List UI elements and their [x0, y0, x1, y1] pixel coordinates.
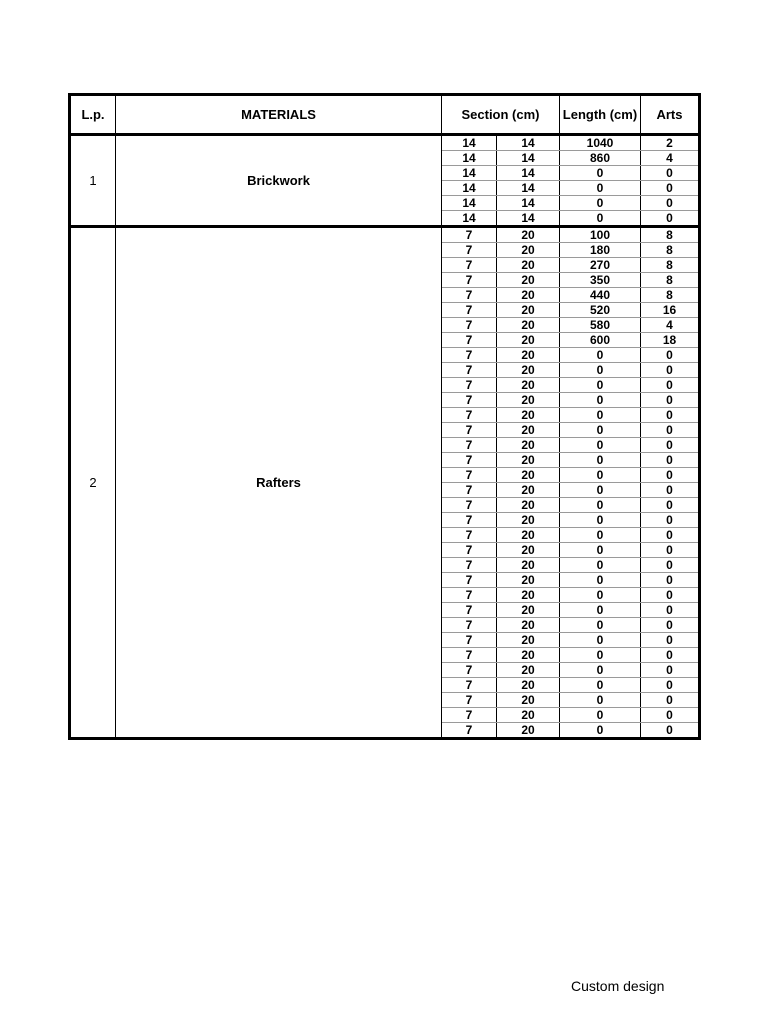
- arts-cell: 0: [641, 408, 700, 423]
- section-b-cell: 20: [497, 303, 560, 318]
- section-b-cell: 14: [497, 135, 560, 151]
- section-a-cell: 7: [442, 423, 497, 438]
- length-cell: 0: [560, 453, 641, 468]
- section-a-cell: 14: [442, 196, 497, 211]
- length-cell: 0: [560, 528, 641, 543]
- section-b-cell: 20: [497, 423, 560, 438]
- length-cell: 270: [560, 258, 641, 273]
- section-b-cell: 20: [497, 528, 560, 543]
- section-a-cell: 7: [442, 543, 497, 558]
- length-cell: 0: [560, 663, 641, 678]
- arts-cell: 0: [641, 378, 700, 393]
- section-b-cell: 20: [497, 573, 560, 588]
- header-lp: L.p.: [70, 95, 116, 135]
- section-a-cell: 7: [442, 618, 497, 633]
- section-b-cell: 20: [497, 693, 560, 708]
- section-b-cell: 20: [497, 258, 560, 273]
- arts-cell: 0: [641, 166, 700, 181]
- length-cell: 0: [560, 618, 641, 633]
- section-a-cell: 7: [442, 723, 497, 739]
- arts-cell: 8: [641, 288, 700, 303]
- length-cell: 350: [560, 273, 641, 288]
- section-b-cell: 20: [497, 408, 560, 423]
- arts-cell: 8: [641, 273, 700, 288]
- section-b-cell: 20: [497, 723, 560, 739]
- length-cell: 0: [560, 196, 641, 211]
- arts-cell: 0: [641, 528, 700, 543]
- table-row: [70, 227, 700, 243]
- length-cell: 580: [560, 318, 641, 333]
- section-a-cell: 7: [442, 453, 497, 468]
- section-b-cell: 20: [497, 708, 560, 723]
- length-cell: 180: [560, 243, 641, 258]
- section-b-cell: 14: [497, 166, 560, 181]
- section-a-cell: 14: [442, 211, 497, 227]
- section-a-cell: 7: [442, 363, 497, 378]
- section-b-cell: 20: [497, 483, 560, 498]
- section-b-cell: 20: [497, 378, 560, 393]
- section-b-cell: 20: [497, 363, 560, 378]
- section-b-cell: 14: [497, 151, 560, 166]
- section-a-cell: 7: [442, 633, 497, 648]
- arts-cell: 0: [641, 438, 700, 453]
- arts-cell: 0: [641, 423, 700, 438]
- arts-cell: 0: [641, 453, 700, 468]
- length-cell: 1040: [560, 135, 641, 151]
- arts-cell: 0: [641, 708, 700, 723]
- arts-cell: 0: [641, 588, 700, 603]
- material-cell: Rafters: [116, 227, 442, 739]
- section-b-cell: 20: [497, 498, 560, 513]
- arts-cell: 8: [641, 227, 700, 243]
- section-b-cell: 20: [497, 543, 560, 558]
- arts-cell: 0: [641, 678, 700, 693]
- length-cell: 0: [560, 363, 641, 378]
- lp-cell: 1: [70, 135, 116, 227]
- length-cell: 0: [560, 648, 641, 663]
- section-b-cell: 20: [497, 513, 560, 528]
- length-cell: 0: [560, 393, 641, 408]
- section-a-cell: 14: [442, 166, 497, 181]
- section-a-cell: 7: [442, 678, 497, 693]
- arts-cell: 0: [641, 573, 700, 588]
- section-b-cell: 20: [497, 633, 560, 648]
- header-row: [70, 95, 700, 135]
- length-cell: 0: [560, 483, 641, 498]
- arts-cell: 0: [641, 196, 700, 211]
- section-b-cell: 20: [497, 468, 560, 483]
- length-cell: 0: [560, 573, 641, 588]
- section-a-cell: 7: [442, 573, 497, 588]
- arts-cell: 4: [641, 151, 700, 166]
- arts-cell: 0: [641, 723, 700, 739]
- arts-cell: 0: [641, 468, 700, 483]
- length-cell: 0: [560, 723, 641, 739]
- section-a-cell: 7: [442, 498, 497, 513]
- section-a-cell: 7: [442, 258, 497, 273]
- arts-cell: 0: [641, 211, 700, 227]
- length-cell: 0: [560, 378, 641, 393]
- section-b-cell: 14: [497, 181, 560, 196]
- arts-cell: 0: [641, 513, 700, 528]
- length-cell: 0: [560, 543, 641, 558]
- arts-cell: 0: [641, 633, 700, 648]
- section-a-cell: 7: [442, 603, 497, 618]
- section-b-cell: 20: [497, 618, 560, 633]
- arts-cell: 0: [641, 498, 700, 513]
- section-b-cell: 20: [497, 453, 560, 468]
- length-cell: 100: [560, 227, 641, 243]
- arts-cell: 0: [641, 543, 700, 558]
- arts-cell: 4: [641, 318, 700, 333]
- length-cell: 0: [560, 408, 641, 423]
- length-cell: 0: [560, 211, 641, 227]
- length-cell: 0: [560, 468, 641, 483]
- section-b-cell: 20: [497, 348, 560, 363]
- header-length: Length (cm): [560, 95, 641, 135]
- section-a-cell: 14: [442, 135, 497, 151]
- length-cell: 0: [560, 558, 641, 573]
- section-a-cell: 7: [442, 408, 497, 423]
- arts-cell: 8: [641, 258, 700, 273]
- arts-cell: 0: [641, 181, 700, 196]
- length-cell: 0: [560, 633, 641, 648]
- length-cell: 440: [560, 288, 641, 303]
- section-b-cell: 14: [497, 211, 560, 227]
- section-b-cell: 20: [497, 227, 560, 243]
- section-a-cell: 7: [442, 663, 497, 678]
- section-a-cell: 7: [442, 693, 497, 708]
- length-cell: 0: [560, 438, 641, 453]
- section-a-cell: 7: [442, 318, 497, 333]
- header-arts: Arts: [641, 95, 700, 135]
- section-a-cell: 7: [442, 243, 497, 258]
- section-a-cell: 7: [442, 348, 497, 363]
- arts-cell: 16: [641, 303, 700, 318]
- section-a-cell: 7: [442, 333, 497, 348]
- materials-table: [68, 93, 701, 740]
- arts-cell: 8: [641, 243, 700, 258]
- arts-cell: 0: [641, 618, 700, 633]
- section-a-cell: 7: [442, 468, 497, 483]
- length-cell: 860: [560, 151, 641, 166]
- section-a-cell: 7: [442, 558, 497, 573]
- section-a-cell: 7: [442, 273, 497, 288]
- arts-cell: 0: [641, 483, 700, 498]
- arts-cell: 0: [641, 363, 700, 378]
- length-cell: 520: [560, 303, 641, 318]
- length-cell: 0: [560, 181, 641, 196]
- arts-cell: 0: [641, 393, 700, 408]
- section-b-cell: 14: [497, 196, 560, 211]
- lp-cell: 2: [70, 227, 116, 739]
- length-cell: 0: [560, 166, 641, 181]
- length-cell: 0: [560, 423, 641, 438]
- section-b-cell: 20: [497, 318, 560, 333]
- length-cell: 0: [560, 603, 641, 618]
- section-b-cell: 20: [497, 648, 560, 663]
- section-a-cell: 7: [442, 438, 497, 453]
- length-cell: 0: [560, 693, 641, 708]
- arts-cell: 0: [641, 663, 700, 678]
- section-a-cell: 7: [442, 708, 497, 723]
- section-b-cell: 20: [497, 558, 560, 573]
- material-cell: Brickwork: [116, 135, 442, 227]
- section-b-cell: 20: [497, 243, 560, 258]
- section-a-cell: 7: [442, 528, 497, 543]
- arts-cell: 0: [641, 348, 700, 363]
- arts-cell: 18: [641, 333, 700, 348]
- length-cell: 0: [560, 588, 641, 603]
- section-a-cell: 7: [442, 483, 497, 498]
- length-cell: 600: [560, 333, 641, 348]
- section-b-cell: 20: [497, 663, 560, 678]
- section-b-cell: 20: [497, 678, 560, 693]
- section-b-cell: 20: [497, 333, 560, 348]
- length-cell: 0: [560, 498, 641, 513]
- section-b-cell: 20: [497, 438, 560, 453]
- arts-cell: 0: [641, 693, 700, 708]
- section-a-cell: 7: [442, 378, 497, 393]
- length-cell: 0: [560, 708, 641, 723]
- arts-cell: 0: [641, 558, 700, 573]
- section-b-cell: 20: [497, 273, 560, 288]
- section-a-cell: 7: [442, 648, 497, 663]
- arts-cell: 0: [641, 603, 700, 618]
- footer-note: Custom design: [571, 978, 665, 994]
- length-cell: 0: [560, 678, 641, 693]
- section-a-cell: 7: [442, 513, 497, 528]
- header-materials: MATERIALS: [116, 95, 442, 135]
- section-b-cell: 20: [497, 288, 560, 303]
- section-a-cell: 7: [442, 303, 497, 318]
- length-cell: 0: [560, 513, 641, 528]
- section-b-cell: 20: [497, 393, 560, 408]
- table-body: [70, 135, 700, 739]
- section-b-cell: 20: [497, 603, 560, 618]
- section-b-cell: 20: [497, 588, 560, 603]
- section-a-cell: 14: [442, 151, 497, 166]
- table-row: [70, 135, 700, 151]
- length-cell: 0: [560, 348, 641, 363]
- section-a-cell: 14: [442, 181, 497, 196]
- arts-cell: 0: [641, 648, 700, 663]
- header-section: Section (cm): [442, 95, 560, 135]
- arts-cell: 2: [641, 135, 700, 151]
- section-a-cell: 7: [442, 227, 497, 243]
- section-a-cell: 7: [442, 393, 497, 408]
- section-a-cell: 7: [442, 588, 497, 603]
- section-a-cell: 7: [442, 288, 497, 303]
